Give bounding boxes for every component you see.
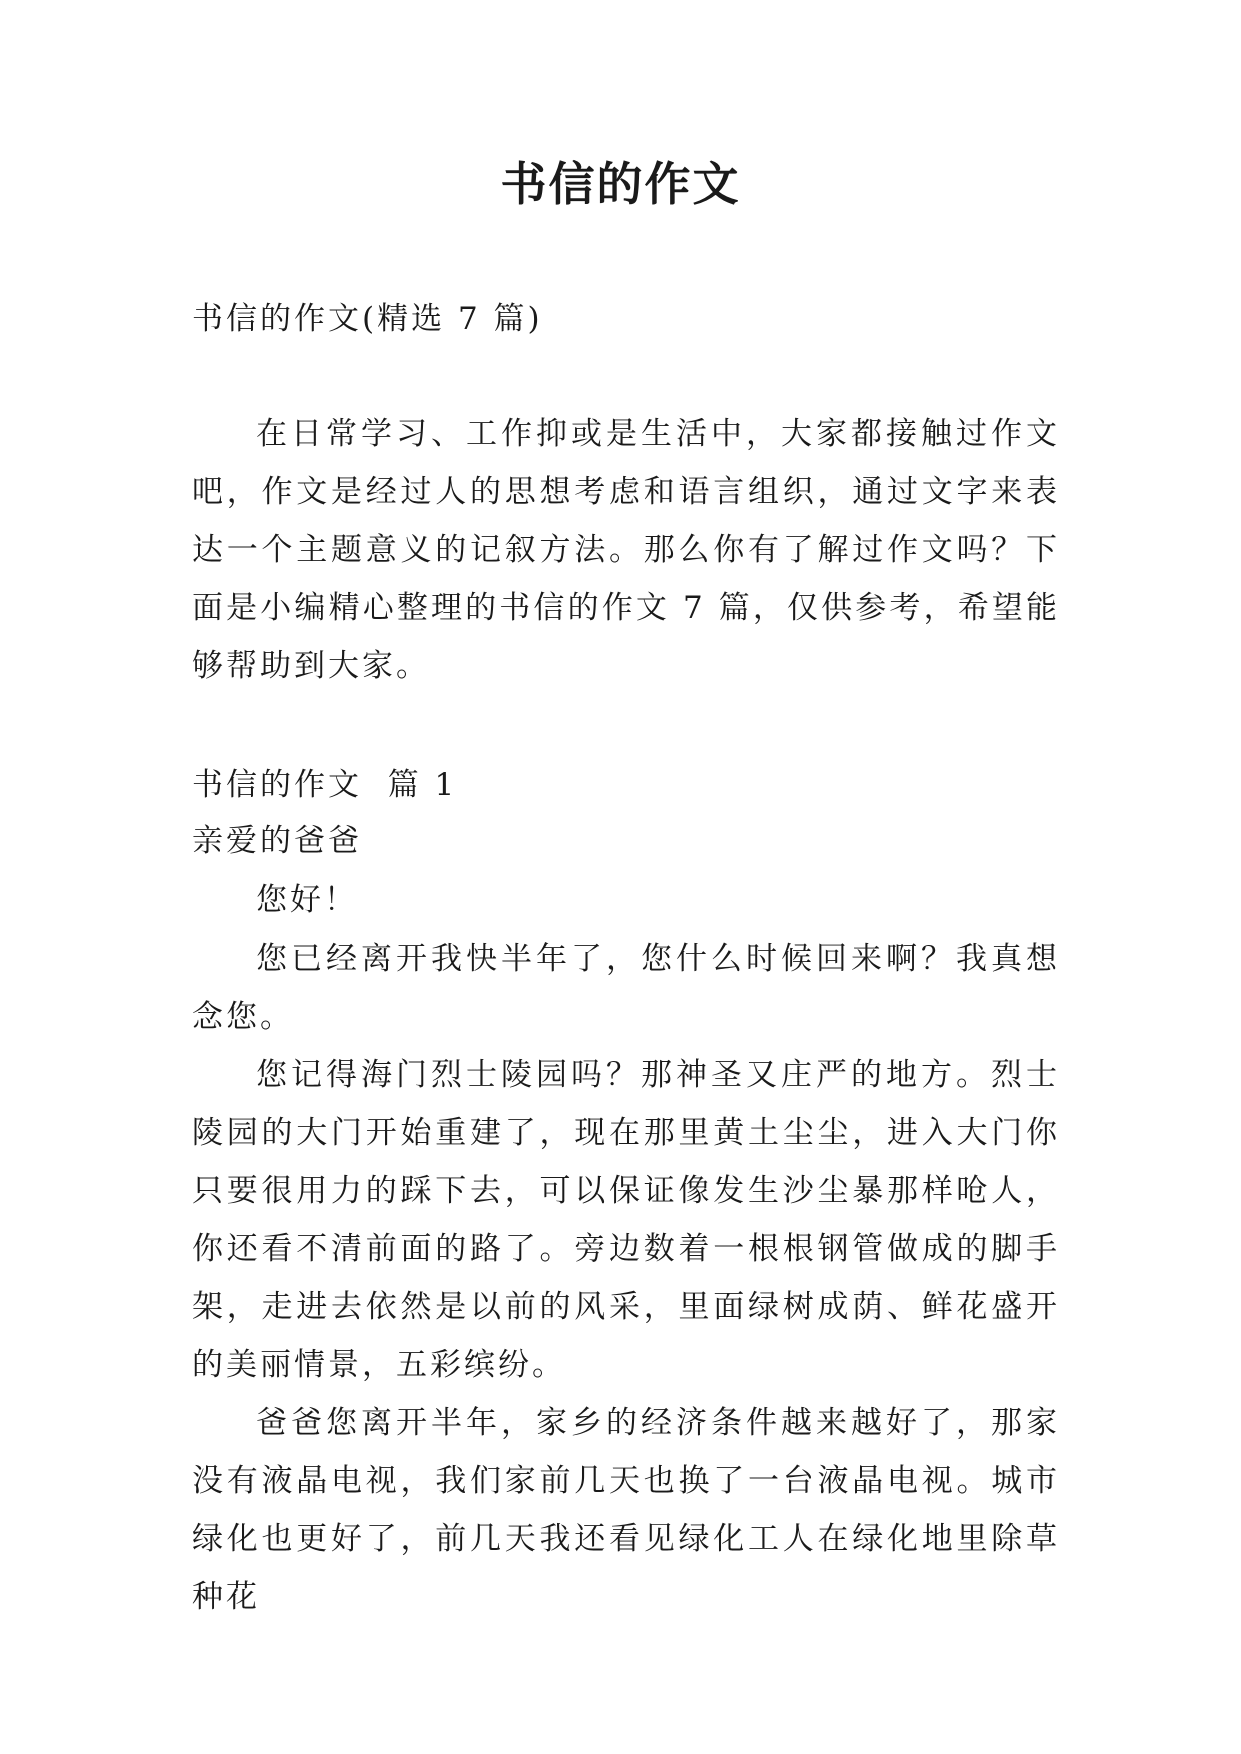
letter-greeting: 您好！ — [256, 882, 358, 918]
body-paragraph: 爸爸您离开半年，家乡的经济条件越来越好了，那家没有液晶电视，我们家前几天也换了一台液晶电视。城市绿化也更好了，前几天我还看见绿化工人在绿化地里除草种花 — [192, 1405, 1060, 1615]
document-title: 书信的作文 — [500, 157, 741, 211]
intro-paragraph: 在日常学习、工作抑或是生活中，大家都接触过作文吧，作文是经过人的思想考虑和语言组织，通过文字来表达一个主题意义的记叙方法。那么你有了解过作文吗？下面是小编精心整理的书信的作文 7 篇，仅供参考，希望能够帮助到大家。 — [192, 416, 1060, 684]
body-paragraph: 您记得海门烈士陵园吗？那神圣又庄严的地方。烈士陵园的大门开始重建了，现在那里黄土尘尘，进入大门你只要很用力的踩下去，可以保证像发生沙尘暴那样呛人，你还看不清前面的路了。旁边数着一根根钢管做成的脚手架，走进去依然是以前的风采，里面绿树成荫、鲜花盛开的美丽情景，五彩缤纷。 — [192, 1057, 1060, 1383]
document-subtitle: 书信的作文(精选 7 篇) — [192, 301, 543, 337]
body-paragraph: 您已经离开我快半年了，您什么时候回来啊？我真想念您。 — [192, 941, 1060, 1035]
letter-salutation: 亲爱的爸爸 — [192, 823, 362, 859]
section-heading: 书信的作文 篇 1 — [192, 767, 458, 803]
